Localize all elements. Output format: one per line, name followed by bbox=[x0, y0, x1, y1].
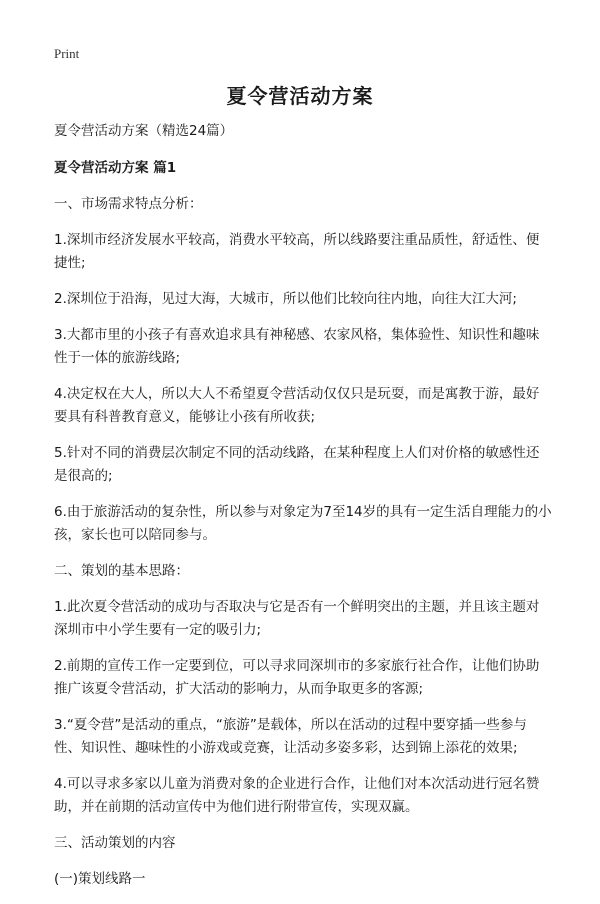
document-title: 夏令营活动方案 bbox=[226, 84, 374, 108]
paragraph-market-4: 4.决定权在大人，所以大人不希望夏令营活动仅仅只是玩耍，而是寓教于游，最好要具有科普教育意义，能够让小孩有所收获; bbox=[54, 386, 540, 425]
heading-basic-ideas: 二、策划的基本思路： bbox=[54, 563, 189, 579]
paragraph-market-2: 2.深圳位于沿海，见过大海，大城市，所以他们比较向往内地，向往大江大河; bbox=[54, 291, 517, 307]
paragraph-market-5: 5.针对不同的消费层次制定不同的活动线路，在某种程度上人们对价格的敏感性还是很高的; bbox=[54, 445, 540, 484]
heading-route-one: (一)策划线路一 bbox=[54, 871, 146, 887]
section-heading: 夏令营活动方案 篇1 bbox=[54, 160, 177, 176]
paragraph-idea-1: 1.此次夏令营活动的成功与否取决与它是否有一个鲜明突出的主题，并且该主题对深圳市中小学生要有一定的吸引力; bbox=[54, 599, 540, 638]
print-label: Print bbox=[54, 46, 80, 61]
paragraph-market-3: 3.大都市里的小孩子有喜欢追求具有神秘感、农家风格，集体验性、知识性和趣味性于一体的旅游线路; bbox=[54, 327, 540, 366]
document-body bbox=[54, 120, 552, 904]
heading-market-analysis: 一、市场需求特点分析： bbox=[54, 196, 203, 212]
paragraph-idea-2: 2.前期的宣传工作一定要到位，可以寻求同深圳市的多家旅行社合作，让他们协助推广该夏令营活动，扩大活动的影响力，从而争取更多的客源; bbox=[54, 658, 540, 697]
heading-activity-content: 三、活动策划的内容 bbox=[54, 835, 176, 851]
paragraph-idea-4: 4.可以寻求多家以儿童为消费对象的企业进行合作，让他们对本次活动进行冠名赞助，并在前期的活动宣传中为他们进行附带宣传，实现双赢。 bbox=[54, 776, 540, 815]
paragraph-market-1: 1.深圳市经济发展水平较高，消费水平较高，所以线路要注重品质性，舒适性、便捷性; bbox=[54, 232, 540, 271]
paragraph-market-6: 6.由于旅游活动的复杂性，所以参与对象定为7至14岁的具有一定生活自理能力的小孩，家长也可以陪同参与。 bbox=[54, 504, 552, 543]
paragraph-idea-3: 3.“夏令营”是活动的重点，“旅游”是载体，所以在活动的过程中要穿插一些参与性、知识性、趣味性的小游戏或竞赛，让活动多姿多彩，达到锦上添花的效果; bbox=[54, 717, 527, 756]
document-subtitle: 夏令营活动方案（精选24篇） bbox=[54, 123, 234, 139]
